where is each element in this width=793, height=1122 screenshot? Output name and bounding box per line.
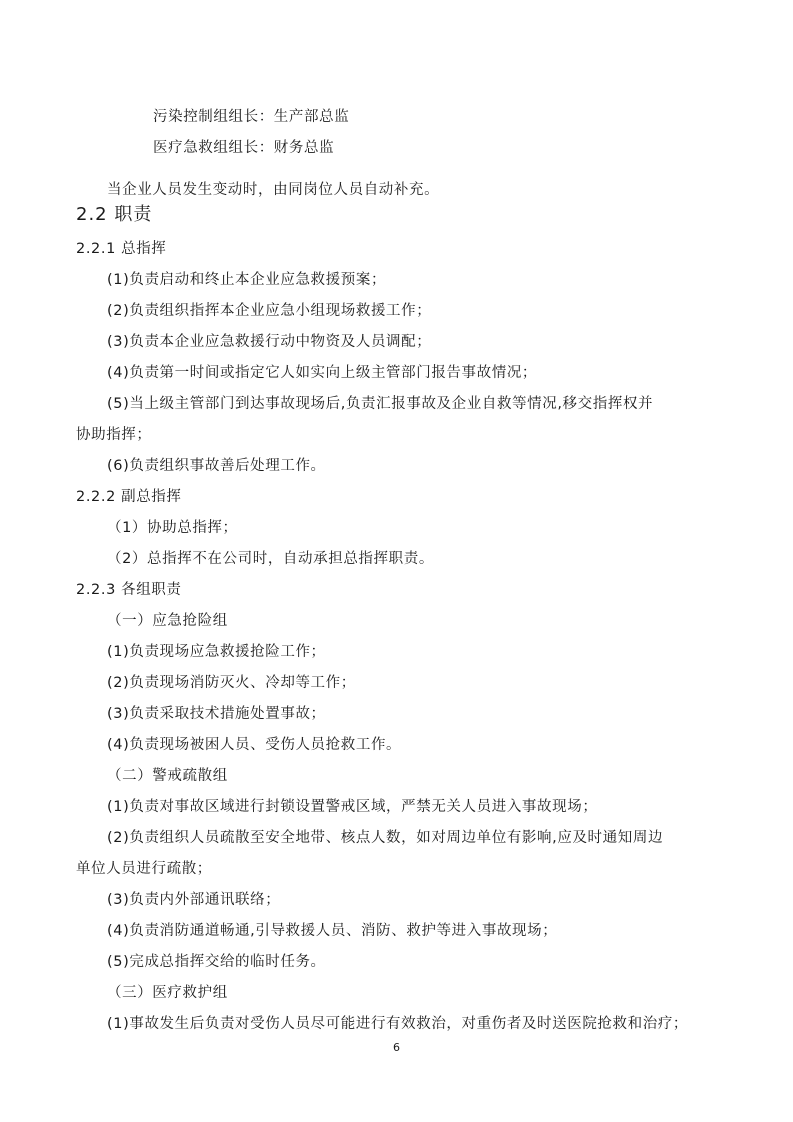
paragraph-line: (1)事故发生后负责对受伤人员尽可能进行有效救治，对重伤者及时送医院抢救和治疗； [107,1016,689,1032]
paragraph-line: (6)负责组织事故善后处理工作。 [107,458,326,474]
group-heading: （一）应急抢险组 [107,613,228,629]
section-heading-2-2-3: 2.2.3 各组职责 [76,582,182,598]
paragraph-line: (1)负责启动和终止本企业应急救援预案； [107,272,387,288]
paragraph-line: (5)完成总指挥交给的临时任务。 [107,954,326,970]
paragraph-line: (2)负责组织指挥本企业应急小组现场救援工作； [107,303,432,319]
group-heading: （二）警戒疏散组 [107,768,228,784]
paragraph-line: (5)当上级主管部门到达事故现场后,负责汇报事故及企业自救等情况,移交指挥权并 [107,396,654,412]
paragraph-line: (3)负责采取技术措施处置事故； [107,706,326,722]
paragraph-line: 单位人员进行疏散； [76,861,212,877]
paragraph-line: (3)负责内外部通讯联络； [107,892,281,908]
paragraph-line: (2)负责组织人员疏散至安全地带、核点人数，如对周边单位有影响,应及时通知周边 [107,830,664,846]
group-heading: （三）医疗救护组 [107,985,228,1001]
paragraph-line: 协助指挥； [76,427,152,443]
personnel-change-note: 当企业人员发生变动时，由同岗位人员自动补充。 [107,182,440,198]
section-heading-2-2: 2.2 职责 [76,204,153,225]
section-heading-2-2-2: 2.2.2 副总指挥 [76,489,182,505]
leader-pollution-control: 污染控制组组长：生产部总监 [153,109,350,125]
paragraph-line: (1)负责现场应急救援抢险工作； [107,644,326,660]
section-heading-2-2-1: 2.2.1 总指挥 [76,241,167,257]
paragraph-line: (4)负责现场被困人员、受伤人员抢救工作。 [107,737,402,753]
page-number: 6 [393,1041,400,1054]
paragraph-line: (1)负责对事故区域进行封锁设置警戒区域，严禁无关人员进入事故现场； [107,799,598,815]
paragraph-line: (2)负责现场消防灭火、冷却等工作； [107,675,356,691]
paragraph-line: （1）协助总指挥； [107,520,238,536]
paragraph-line: (4)负责消防通道畅通,引导救援人员、消防、救护等进入事故现场； [107,923,558,939]
paragraph-line: (4)负责第一时间或指定它人如实向上级主管部门报告事故情况； [107,365,538,381]
paragraph-line: (3)负责本企业应急救援行动中物资及人员调配； [107,334,432,350]
leader-medical-rescue: 医疗急救组组长：财务总监 [153,140,335,156]
paragraph-line: （2）总指挥不在公司时，自动承担总指挥职责。 [107,551,434,567]
